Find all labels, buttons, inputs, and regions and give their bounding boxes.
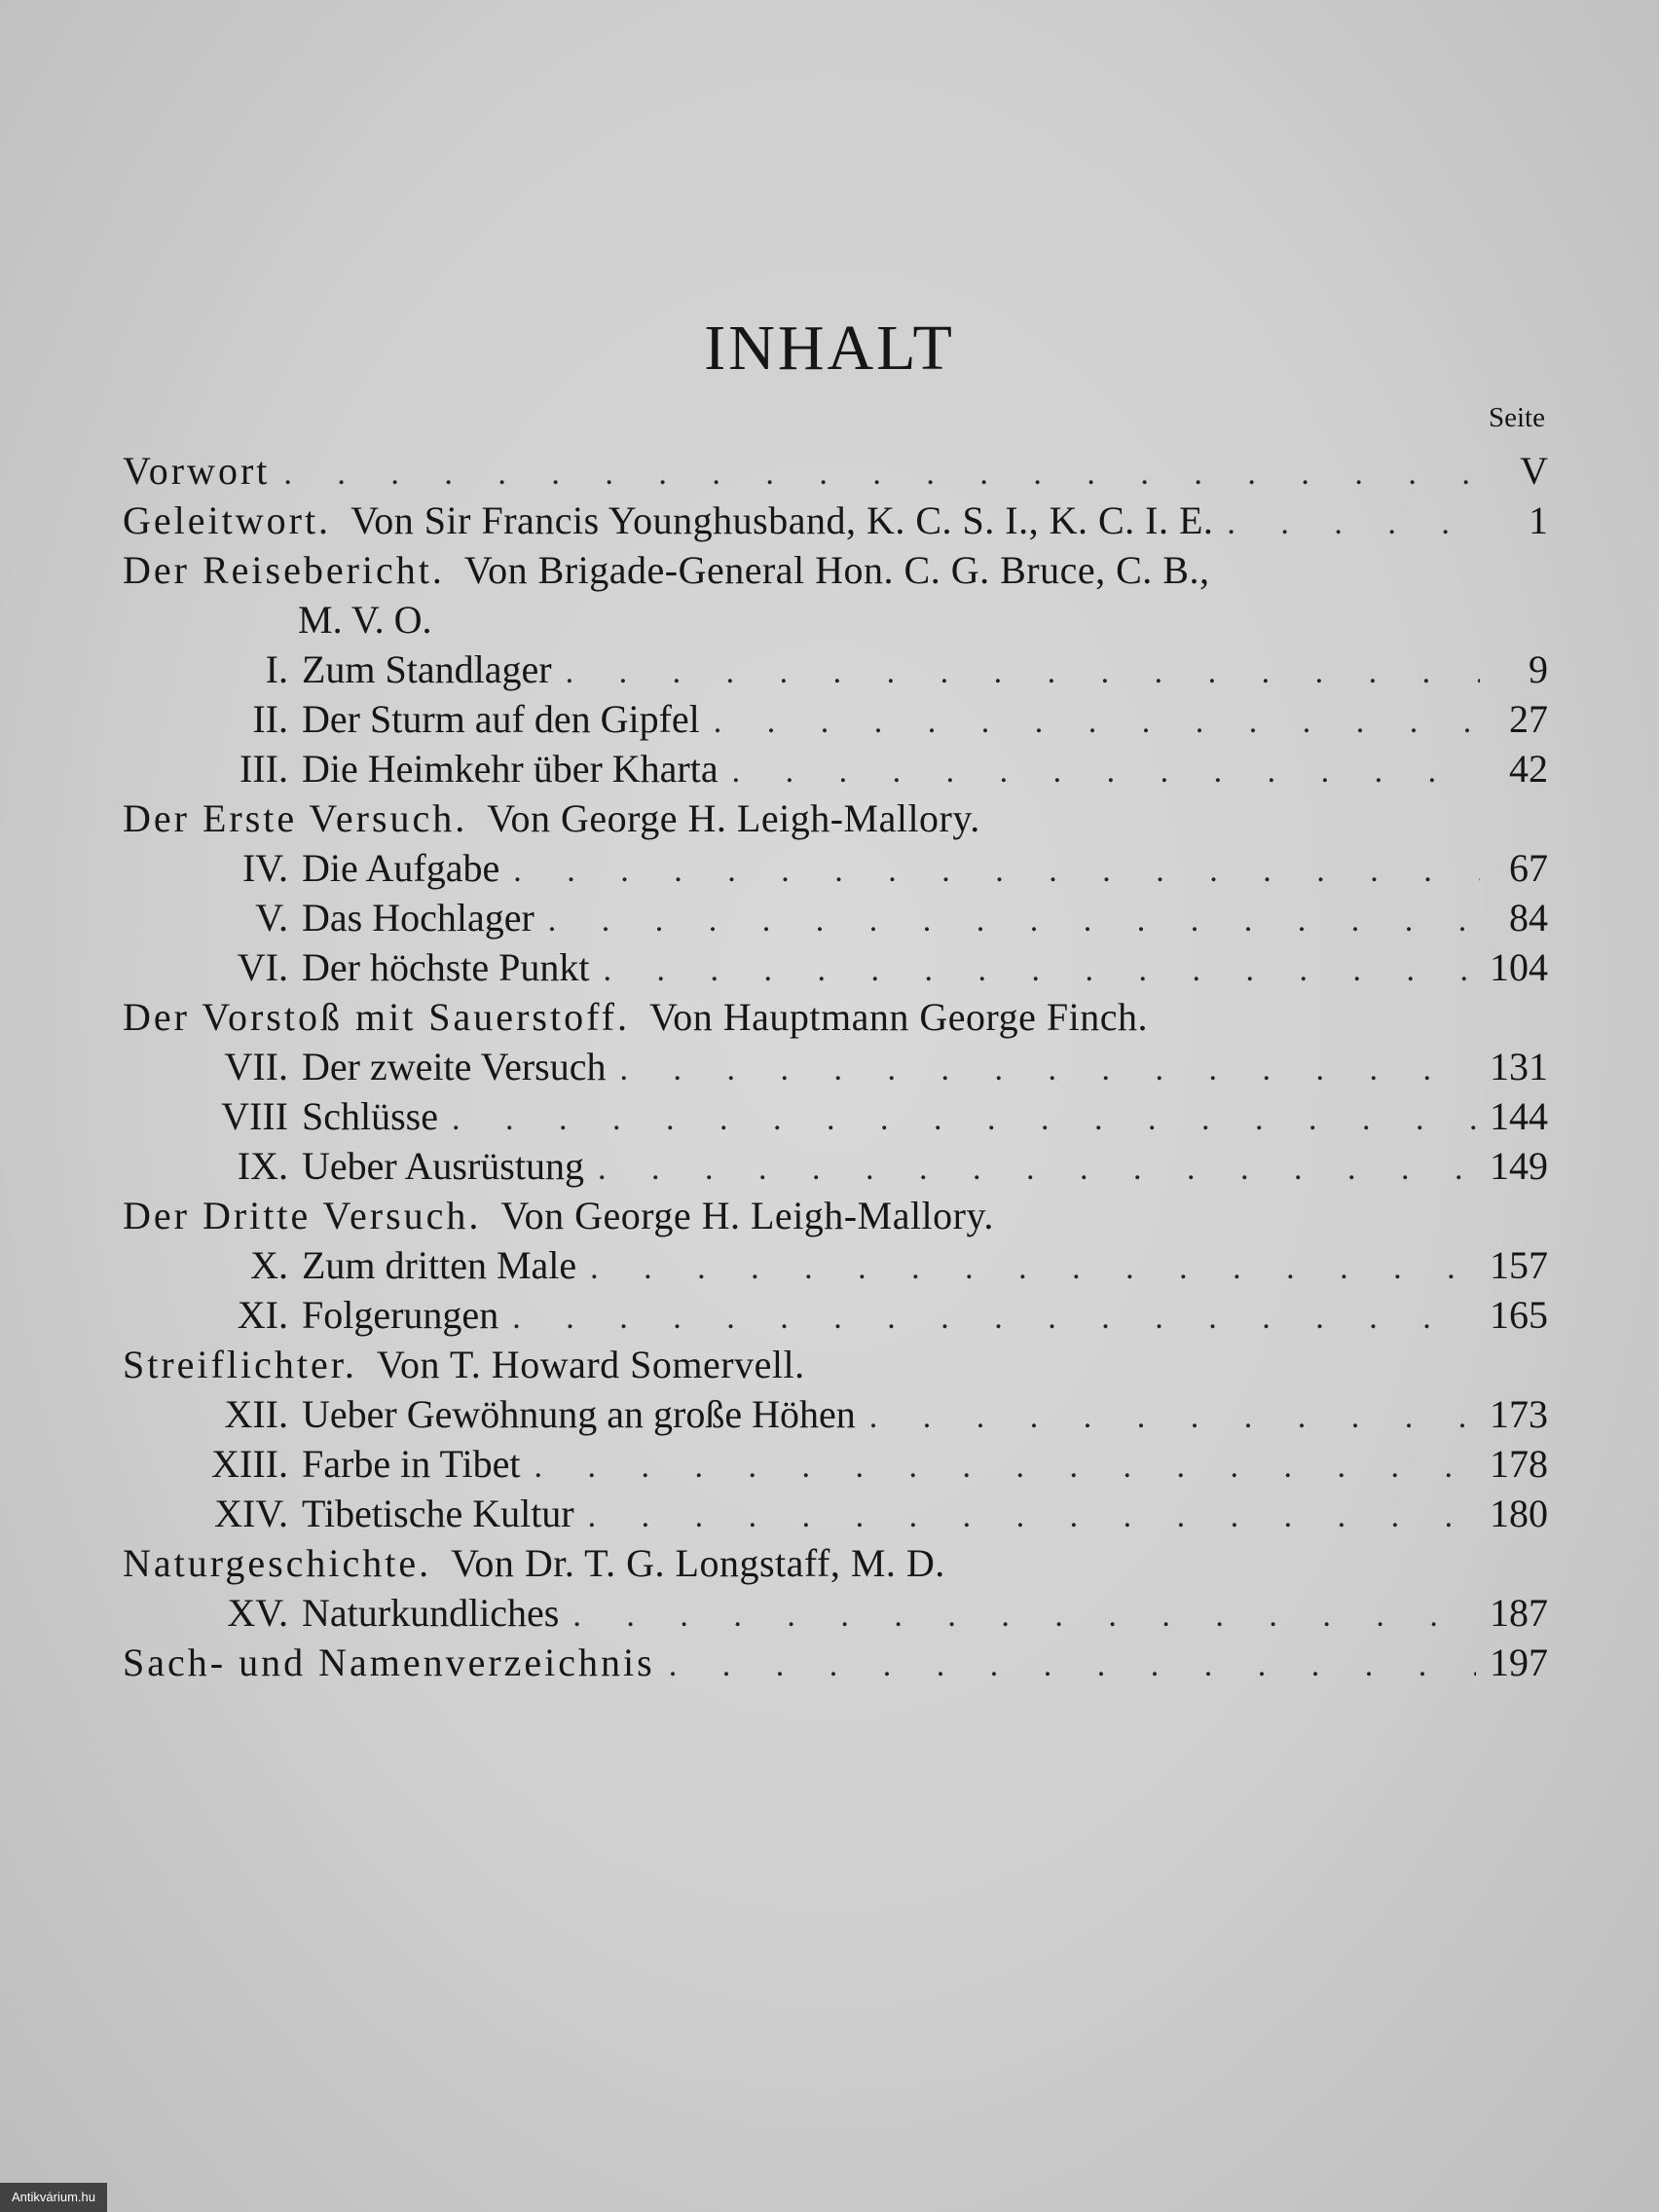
chapter-title: Der zweite Versuch bbox=[302, 1045, 607, 1088]
chapter-number: V. bbox=[255, 896, 288, 940]
chapter-number: I. bbox=[265, 647, 288, 691]
page-number: 9 bbox=[1529, 647, 1548, 691]
page-number: 187 bbox=[1490, 1591, 1548, 1635]
toc-entry bbox=[146, 1290, 1548, 1340]
page-number: 178 bbox=[1490, 1442, 1548, 1486]
section-byline: Von Hauptmann George Finch. bbox=[648, 995, 1148, 1039]
toc-entry bbox=[146, 694, 1548, 744]
leader-dots bbox=[732, 747, 1480, 796]
chapter-number: III. bbox=[240, 747, 288, 791]
page-number: 144 bbox=[1490, 1094, 1548, 1138]
leader-dots bbox=[283, 449, 1480, 498]
chapter-number: XI. bbox=[237, 1293, 288, 1337]
chapter-title: Der Sturm auf den Gipfel bbox=[302, 697, 700, 741]
section-byline: Von T. Howard Somervell. bbox=[376, 1343, 805, 1386]
section-byline: Von Dr. T. G. Longstaff, M. D. bbox=[451, 1541, 945, 1585]
section-byline-continuation: M. V. O. bbox=[298, 598, 432, 642]
section-title: Naturgeschichte. bbox=[123, 1541, 432, 1585]
chapter-title: Tibetische Kultur bbox=[302, 1492, 574, 1535]
toc-entry bbox=[123, 1638, 1548, 1687]
toc-entry bbox=[146, 744, 1548, 793]
chapter-number: IX. bbox=[237, 1144, 288, 1188]
section-title: Der Vorstoß mit Sauerstoff. bbox=[123, 995, 630, 1039]
leader-dots bbox=[534, 1442, 1476, 1492]
page-number: 104 bbox=[1490, 945, 1548, 989]
chapter-number: X. bbox=[250, 1243, 288, 1287]
page-number: 165 bbox=[1490, 1293, 1548, 1337]
section-title: Der Reisebericht. bbox=[123, 548, 445, 592]
page-column-label: Seite bbox=[1489, 402, 1545, 433]
toc-entry bbox=[123, 496, 1548, 545]
toc-entry bbox=[146, 1439, 1548, 1489]
leader-dots bbox=[619, 1045, 1476, 1094]
section-title: Streiflichter. bbox=[123, 1343, 357, 1386]
toc-entry bbox=[146, 1489, 1548, 1538]
page-number: 149 bbox=[1490, 1144, 1548, 1188]
toc-entry bbox=[146, 645, 1548, 694]
chapter-number: IV. bbox=[241, 846, 288, 890]
section-title: Der Dritte Versuch. bbox=[123, 1194, 482, 1237]
page-number: 157 bbox=[1490, 1243, 1548, 1287]
chapter-number: II. bbox=[252, 697, 288, 741]
leader-dots bbox=[452, 1094, 1476, 1144]
leader-dots bbox=[1227, 498, 1480, 548]
chapter-number: XII. bbox=[224, 1392, 288, 1436]
toc-entry bbox=[123, 1340, 1548, 1389]
section-byline: Von Sir Francis Younghusband, K. C. S. I., K. C. I. E. bbox=[350, 498, 1214, 542]
chapter-title: Das Hochlager bbox=[302, 896, 535, 940]
toc-entry bbox=[123, 793, 1548, 843]
page-number: 1 bbox=[1529, 498, 1548, 542]
section-byline: Von Brigade-General Hon. C. G. Bruce, C. B., bbox=[463, 548, 1210, 592]
chapter-number: XV. bbox=[227, 1591, 288, 1635]
chapter-title: Ueber Ausrüstung bbox=[302, 1144, 584, 1188]
toc-entry bbox=[123, 1538, 1548, 1588]
leader-dots bbox=[604, 945, 1476, 995]
chapter-number: XIV. bbox=[214, 1492, 288, 1535]
chapter-number: VII. bbox=[224, 1045, 288, 1088]
page-number: 180 bbox=[1490, 1492, 1548, 1535]
leader-dots bbox=[572, 1591, 1476, 1641]
leader-dots bbox=[513, 846, 1480, 896]
section-title: Der Erste Versuch. bbox=[123, 796, 468, 840]
toc-entry bbox=[146, 1042, 1548, 1091]
chapter-title: Farbe in Tibet bbox=[302, 1442, 521, 1486]
toc-entry bbox=[146, 1091, 1548, 1141]
toc-entry bbox=[146, 1588, 1548, 1638]
page-number: 173 bbox=[1490, 1392, 1548, 1436]
chapter-title: Der höchste Punkt bbox=[302, 945, 590, 989]
chapter-number: XIII. bbox=[211, 1442, 288, 1486]
section-title: Geleitwort. bbox=[123, 498, 332, 542]
leader-dots bbox=[548, 896, 1480, 945]
toc-entry bbox=[123, 1191, 1548, 1240]
leader-dots bbox=[588, 1492, 1476, 1541]
watermark: Antikvárium.hu bbox=[0, 2183, 107, 2212]
leader-dots bbox=[590, 1243, 1476, 1293]
toc-entry bbox=[123, 446, 1548, 496]
page-number: V bbox=[1520, 449, 1548, 493]
toc-entry bbox=[298, 595, 1548, 645]
page-number: 197 bbox=[1490, 1641, 1548, 1684]
chapter-title: Schlüsse bbox=[302, 1094, 438, 1138]
chapter-number: VI. bbox=[237, 945, 288, 989]
leader-dots bbox=[566, 647, 1480, 697]
section-byline: Von George H. Leigh-Mallory. bbox=[487, 796, 980, 840]
page-number: 42 bbox=[1509, 747, 1548, 791]
chapter-title: Die Aufgabe bbox=[302, 846, 500, 890]
chapter-title: Ueber Gewöhnung an große Höhen bbox=[302, 1392, 856, 1436]
page-title: INHALT bbox=[704, 313, 955, 384]
leader-dots bbox=[669, 1641, 1476, 1690]
page-number: 67 bbox=[1509, 846, 1548, 890]
toc-entry bbox=[123, 545, 1548, 595]
page-number: 84 bbox=[1509, 896, 1548, 940]
toc-entry bbox=[146, 1240, 1548, 1290]
toc-entry bbox=[146, 1389, 1548, 1439]
page-number: 27 bbox=[1509, 697, 1548, 741]
leader-dots bbox=[869, 1392, 1476, 1442]
toc-entry bbox=[146, 1141, 1548, 1191]
toc-entry bbox=[146, 942, 1548, 992]
toc-entry bbox=[146, 893, 1548, 942]
chapter-title: Naturkundliches bbox=[302, 1591, 560, 1635]
leader-dots bbox=[714, 697, 1480, 747]
section-title: Vorwort bbox=[123, 449, 271, 493]
chapter-number: VIII bbox=[221, 1094, 288, 1138]
page-number: 131 bbox=[1490, 1045, 1548, 1088]
leader-dots bbox=[598, 1144, 1476, 1194]
chapter-title: Zum Standlager bbox=[302, 647, 552, 691]
chapter-title: Zum dritten Male bbox=[302, 1243, 577, 1287]
toc-entry bbox=[123, 992, 1548, 1042]
toc-entry bbox=[146, 843, 1548, 893]
section-title: Sach- und Namenverzeichnis bbox=[123, 1641, 655, 1684]
chapter-title: Die Heimkehr über Kharta bbox=[302, 747, 719, 791]
section-byline: Von George H. Leigh-Mallory. bbox=[500, 1194, 994, 1237]
chapter-title: Folgerungen bbox=[302, 1293, 499, 1337]
leader-dots bbox=[512, 1293, 1476, 1343]
